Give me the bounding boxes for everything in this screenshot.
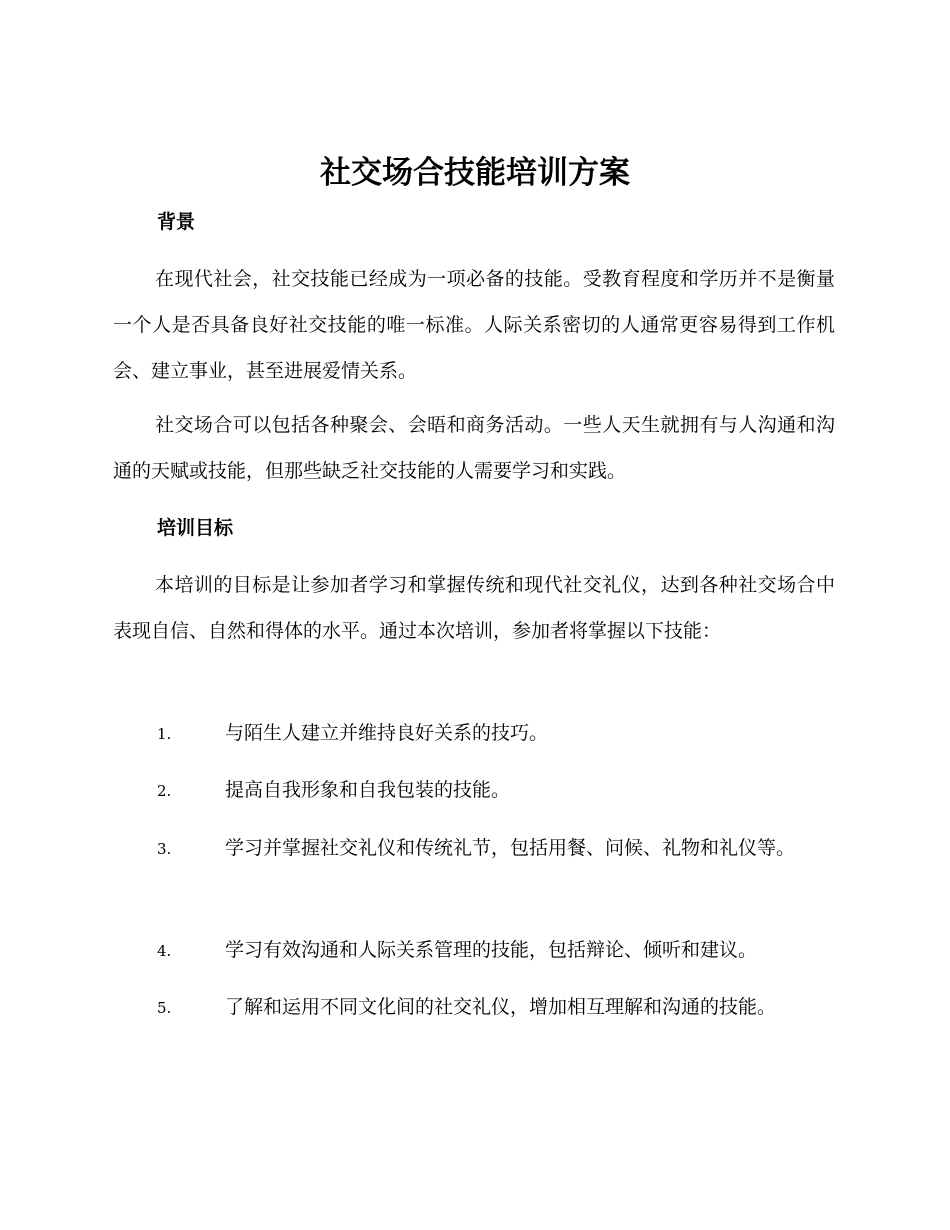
list-item-number: 1.	[157, 725, 172, 743]
list-item-text: 与陌生人建立并维持良好关系的技巧。	[225, 722, 549, 744]
list-item-number: 2.	[157, 782, 172, 800]
paragraph-background-1: 在现代社会，社交技能已经成为一项必备的技能。受教育程度和学历并不是衡量一个人是否具备良好社交技能的唯一标准。人际关系密切的人通常更容易得到工作机会、建立事业，甚至进展爱情关系。	[113, 268, 835, 382]
list-item-text: 提高自我形象和自我包装的技能。	[225, 779, 511, 801]
list-item-text: 了解和运用不同文化间的社交礼仪，增加相互理解和沟通的技能。	[225, 996, 777, 1018]
section-heading-background: 背景	[157, 211, 196, 233]
list-item-text: 学习有效沟通和人际关系管理的技能，包括辩论、倾听和建议。	[225, 939, 758, 961]
list-item-text: 学习并掌握社交礼仪和传统礼节，包括用餐、问候、礼物和礼仪等。	[225, 837, 796, 859]
list-item	[113, 984, 835, 1031]
document-title: 社交场合技能培训方案	[320, 155, 630, 191]
list-item-number: 5.	[157, 999, 172, 1017]
paragraph-background-2: 社交场合可以包括各种聚会、会晤和商务活动。一些人天生就拥有与人沟通和沟通的天赋或技能，但那些缺乏社交技能的人需要学习和实践。	[113, 414, 835, 482]
list-item	[113, 825, 835, 872]
paragraph-goals: 本培训的目标是让参加者学习和掌握传统和现代社交礼仪，达到各种社交场合中表现自信、自然和得体的水平。通过本次培训，参加者将掌握以下技能：	[113, 574, 835, 642]
list-item	[113, 767, 835, 814]
list-item	[113, 927, 835, 974]
section-heading-goals: 培训目标	[157, 517, 234, 539]
list-item	[113, 710, 835, 757]
list-item-number: 4.	[157, 942, 172, 960]
list-item-number: 3.	[157, 840, 172, 858]
